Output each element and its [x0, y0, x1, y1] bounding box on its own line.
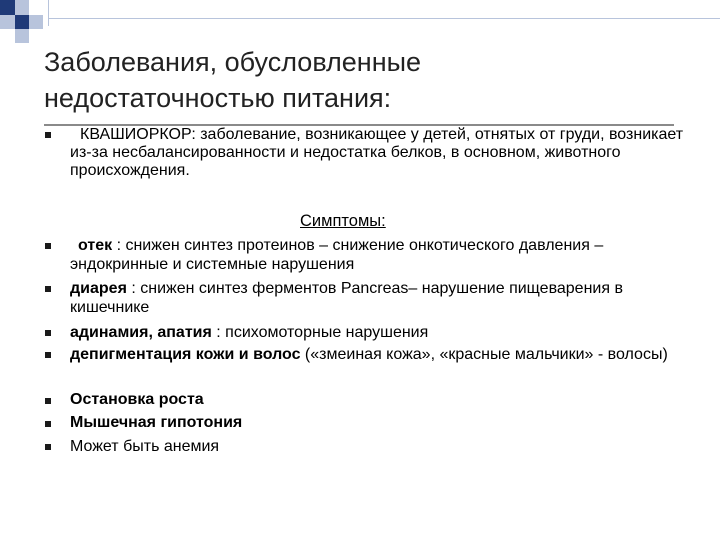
- corner-square-light: [29, 15, 43, 29]
- item-text: : психомоторные нарушения: [211, 324, 429, 341]
- square-bullet-icon: [45, 132, 51, 138]
- item-text: : снижен синтез ферментов Pancreas– нарушение пищеварения в кишечнике: [70, 280, 623, 316]
- corner-square-light: [0, 15, 15, 29]
- list-item: [70, 236, 670, 274]
- item-bold-term: адинамия, апатия: [70, 324, 212, 341]
- square-bullet-icon: [45, 444, 51, 450]
- left-rule: [48, 0, 49, 26]
- list-item: [70, 390, 670, 409]
- symptoms-heading: Симптомы:: [300, 212, 386, 230]
- item-bold-term: отек: [78, 237, 113, 254]
- list-item: [70, 413, 670, 432]
- item-text: Может быть анемия: [70, 438, 220, 455]
- list-item: [70, 279, 670, 317]
- square-bullet-icon: [45, 421, 51, 427]
- square-bullet-icon: [45, 286, 51, 292]
- square-bullet-icon: [45, 398, 51, 404]
- corner-square-light: [15, 29, 29, 43]
- item-bold-term: Остановка роста: [70, 391, 204, 408]
- corner-square-navy: [0, 0, 15, 15]
- square-bullet-icon: [45, 330, 51, 336]
- item-bold-term: Мышечная гипотония: [70, 414, 243, 431]
- square-bullet-icon: [45, 243, 51, 249]
- item-bold-term: депигментация кожи и волос: [70, 346, 301, 363]
- slide-title: [44, 44, 684, 116]
- item-bold-term: диарея: [70, 280, 127, 297]
- list-item: [70, 345, 670, 364]
- item-text: («змеиная кожа», «красные мальчики» - волосы): [300, 346, 668, 363]
- corner-square-light: [15, 0, 29, 15]
- list-item: [70, 323, 670, 342]
- item-text: : снижен синтез протеинов – снижение онкотического давления – эндокринные и системные нарушения: [70, 237, 604, 273]
- title-line-2: недостаточностью питания:: [44, 83, 392, 113]
- title-line-1: Заболевания, обусловленные: [44, 47, 422, 77]
- square-bullet-icon: [45, 352, 51, 358]
- corner-square-navy: [15, 15, 29, 29]
- intro-paragraph: КВАШИОРКОР: заболевание, возникающее у детей, отнятых от груди, возникает из-за несбалансированности и недостатка белков, в основном, животного происхождения.: [70, 126, 684, 179]
- top-rule: [48, 18, 720, 19]
- list-item: [70, 437, 670, 456]
